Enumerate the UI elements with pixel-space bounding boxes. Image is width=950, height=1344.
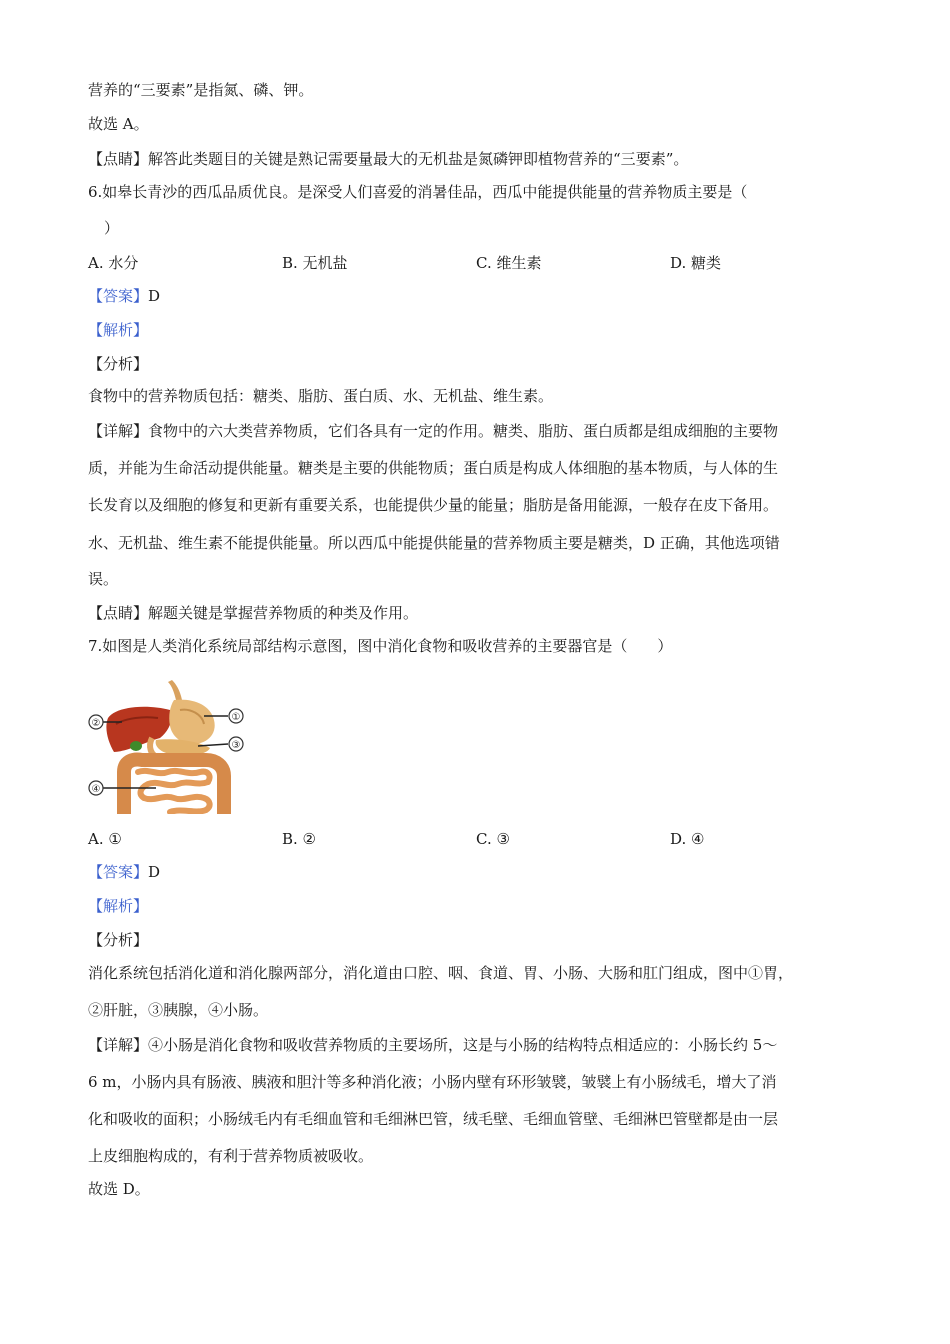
q7-fenxi-line-1: 消化系统包括消化道和消化腺两部分，消化道由口腔、咽、食道、胃、小肠、大肠和肛门组成，图中①胃， (88, 964, 794, 982)
detail-text: ④小肠是消化食物和吸收营养物质的主要场所，这是与小肠的结构特点相适应的：小肠长约 5～ (148, 1036, 778, 1054)
figure-label-3: ③ (231, 740, 241, 751)
figure-label-2: ② (91, 718, 101, 729)
q7-detail-line-4: 上皮细胞构成的，有利于营养物质被吸收。 (88, 1147, 374, 1165)
tip-tag: 【点睛】 (88, 604, 149, 622)
q6-detail-line-4: 水、无机盐、维生素不能提供能量。所以西瓜中能提供能量的营养物质主要是糖类，D 正确，其他选项错 (88, 534, 780, 552)
detail-text: 食物中的六大类营养物质，它们各具有一定的作用。糖类、脂肪、蛋白质都是组成细胞的主要物 (148, 422, 779, 440)
q7-option-d: D. ④ (670, 830, 705, 848)
q6-fenxi: 食物中的营养物质包括：糖类、脂肪、蛋白质、水、无机盐、维生素。 (88, 387, 554, 405)
q6-stem-end: ） (104, 219, 120, 237)
q6-option-a: A. 水分 (88, 254, 139, 272)
prev-answer-line: 故选 A。 (88, 115, 149, 133)
tip-tag: 【点睛】 (88, 150, 149, 168)
q6-analysis-tag: 【解析】 (88, 321, 149, 339)
answer-tag: 【答案】 (88, 863, 149, 881)
q7-analysis-tag: 【解析】 (88, 897, 149, 915)
q6-stem: 6.如皋长青沙的西瓜品质优良。是深受人们喜爱的消暑佳品，西瓜中能提供能量的营养物质主要是（ (88, 183, 748, 201)
q7-option-a: A. ① (88, 830, 122, 848)
tip-text: 解答此类题目的关键是熟记需要量最大的无机盐是氮磷钾即植物营养的“三要素”。 (148, 150, 689, 168)
q6-detail-line-5: 误。 (88, 570, 119, 588)
answer-value: D (148, 863, 161, 881)
q7-conclusion: 故选 D。 (88, 1180, 150, 1198)
figure-label-1: ① (231, 712, 241, 723)
q7-answer (88, 862, 160, 882)
q6-detail-line-1 (88, 421, 778, 441)
q6-detail-line-3: 长发育以及细胞的修复和更新有重要关系，也能提供少量的能量；脂肪是备用能源，一般存在皮下备用。 (88, 496, 779, 514)
prev-line: 营养的“三要素”是指氮、磷、钾。 (88, 81, 314, 99)
q6-option-d: D. 糖类 (670, 254, 722, 272)
q7-option-c: C. ③ (476, 830, 510, 848)
detail-tag: 【详解】 (88, 422, 149, 440)
digestive-system-figure (86, 676, 248, 814)
answer-tag: 【答案】 (88, 287, 149, 305)
q6-answer (88, 286, 160, 306)
q7-fenxi-line-2: ②肝脏，③胰腺，④小肠。 (88, 1001, 269, 1019)
detail-tag: 【详解】 (88, 1036, 149, 1054)
answer-value: D (148, 287, 161, 305)
q7-fenxi-tag: 【分析】 (88, 931, 149, 949)
q7-detail-line-1 (88, 1035, 777, 1055)
q6-option-b: B. 无机盐 (282, 254, 348, 272)
prev-tip (88, 149, 688, 169)
q6-option-c: C. 维生素 (476, 254, 542, 272)
q7-detail-line-3: 化和吸收的面积；小肠绒毛内有毛细血管和毛细淋巴管，绒毛壁、毛细血管壁、毛细淋巴管壁都是由一层 (88, 1110, 779, 1128)
q6-detail-line-2: 质，并能为生命活动提供能量。糖类是主要的供能物质；蛋白质是构成人体细胞的基本物质，与人体的生 (88, 459, 779, 477)
q7-stem: 7.如图是人类消化系统局部结构示意图，图中消化食物和吸收营养的主要器官是（ ） (88, 637, 673, 655)
figure-label-4: ④ (91, 784, 101, 795)
tip-text: 解题关键是掌握营养物质的种类及作用。 (148, 604, 419, 622)
q7-option-b: B. ② (282, 830, 317, 848)
q6-tip (88, 603, 418, 623)
q7-detail-line-2: 6 m，小肠内具有肠液、胰液和胆汁等多种消化液；小肠内壁有环形皱襞，皱襞上有小肠绒毛，增大了消 (88, 1073, 777, 1091)
q6-fenxi-tag: 【分析】 (88, 355, 149, 373)
